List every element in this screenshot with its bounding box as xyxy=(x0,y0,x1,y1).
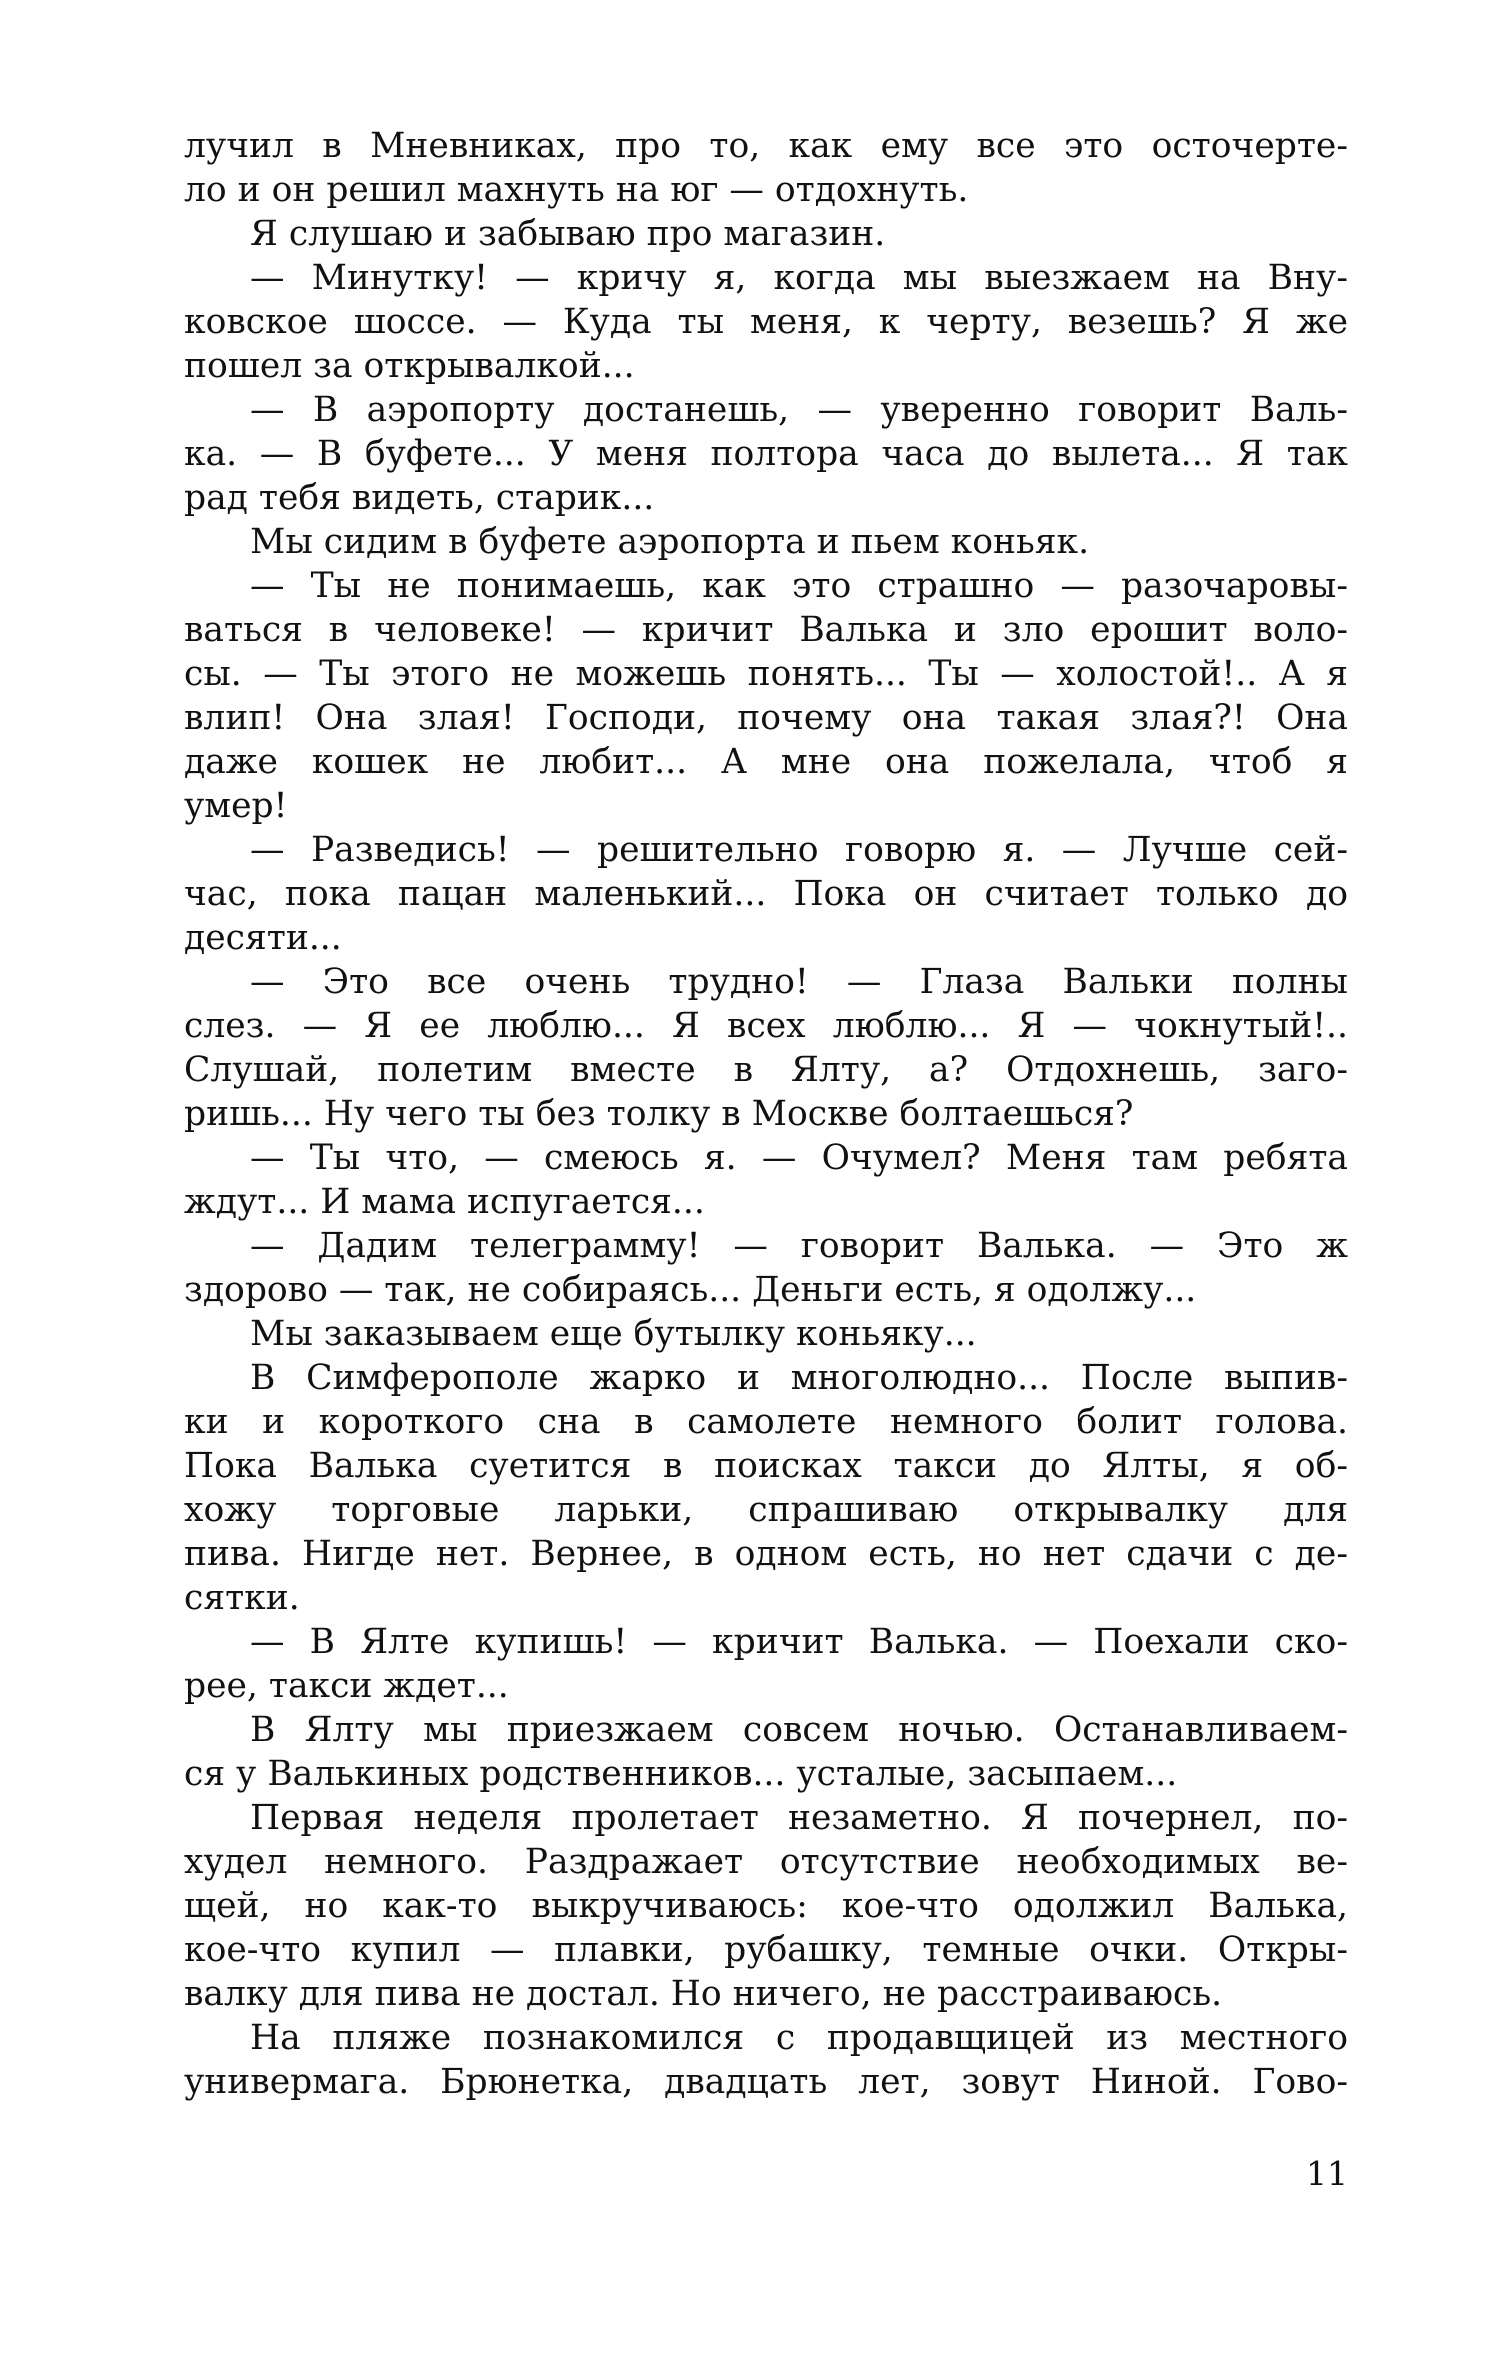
text-line: худел немного. Раздражает отсутствие необходимых ве- xyxy=(184,1842,1348,1882)
text-line: Мы сидим в буфете аэропорта и пьем коньяк. xyxy=(250,522,1090,562)
text-line: лучил в Мневниках, про то, как ему все это осточерте- xyxy=(184,126,1348,166)
text-line: слез. — Я ее люблю... Я всех люблю... Я — чокнутый!.. xyxy=(184,1006,1348,1046)
body-text xyxy=(184,124,1348,2104)
text-line: Первая неделя пролетает незаметно. Я почернел, по- xyxy=(250,1798,1348,1838)
text-line: — Ты что, — смеюсь я. — Очумел? Меня там ребята xyxy=(250,1138,1348,1178)
text-line: здорово — так, не собираясь... Деньги есть, я одолжу... xyxy=(184,1270,1197,1310)
text-line: влип! Она злая! Господи, почему она такая злая?! Она xyxy=(184,698,1348,738)
text-line: ло и он решил махнуть на юг — отдохнуть. xyxy=(184,170,969,210)
text-line: час, пока пацан маленький... Пока он считает только до xyxy=(184,874,1348,914)
text-line: — Разведись! — решительно говорю я. — Лучше сей- xyxy=(250,830,1348,870)
text-line: ся у Валькиных родственников... усталые, засыпаем... xyxy=(184,1754,1178,1794)
text-line: На пляже познакомился с продавщицей из местного xyxy=(250,2018,1348,2058)
text-line: универмага. Брюнетка, двадцать лет, зовут Ниной. Гово- xyxy=(184,2062,1348,2102)
text-line: — В Ялте купишь! — кричит Валька. — Поехали ско- xyxy=(250,1622,1348,1662)
text-line: ришь... Ну чего ты без толку в Москве болтаешься? xyxy=(184,1094,1134,1134)
text-line: пива. Нигде нет. Вернее, в одном есть, но нет сдачи с де- xyxy=(184,1534,1348,1574)
text-line: Пока Валька суетится в поисках такси до Ялты, я об- xyxy=(184,1446,1348,1486)
text-line: рад тебя видеть, старик... xyxy=(184,478,655,518)
page-number: 11 xyxy=(1306,2154,1348,2193)
text-line: ка. — В буфете... У меня полтора часа до вылета... Я так xyxy=(184,434,1348,474)
text-line: щей, но как-то выкручиваюсь: кое-что одолжил Валька, xyxy=(184,1886,1348,1926)
text-line: ки и короткого сна в самолете немного болит голова. xyxy=(184,1402,1348,1442)
text-line: хожу торговые ларьки, спрашиваю открывалку для xyxy=(184,1490,1348,1530)
text-line: В Ялту мы приезжаем совсем ночью. Останавливаем- xyxy=(250,1710,1348,1750)
text-line: — Это все очень трудно! — Глаза Вальки полны xyxy=(250,962,1348,1002)
text-line: десяти... xyxy=(184,918,342,958)
text-line: валку для пива не достал. Но ничего, не расстраиваюсь. xyxy=(184,1974,1223,2014)
text-line: В Симферополе жарко и многолюдно... После выпив- xyxy=(250,1358,1348,1398)
text-line: — В аэропорту достанешь, — уверенно говорит Валь- xyxy=(250,390,1348,430)
text-line: Мы заказываем еще бутылку коньяку... xyxy=(250,1314,977,1354)
text-line: пошел за открывалкой... xyxy=(184,346,635,386)
text-line: — Дадим телеграмму! — говорит Валька. — Это ж xyxy=(250,1226,1348,1266)
text-line: даже кошек не любит... А мне она пожелала, чтоб я xyxy=(184,742,1348,782)
text-line: сятки. xyxy=(184,1578,300,1618)
text-line: — Минутку! — кричу я, когда мы выезжаем на Вну- xyxy=(250,258,1348,298)
text-line: Я слушаю и забываю про магазин. xyxy=(250,214,886,254)
text-line: ковское шоссе. — Куда ты меня, к черту, везешь? Я же xyxy=(184,302,1348,342)
text-line: Слушай, полетим вместе в Ялту, а? Отдохнешь, заго- xyxy=(184,1050,1348,1090)
text-line: кое-что купил — плавки, рубашку, темные очки. Откры- xyxy=(184,1930,1348,1970)
text-line: — Ты не понимаешь, как это страшно — разочаровы- xyxy=(250,566,1348,606)
text-line: рее, такси ждет... xyxy=(184,1666,509,1706)
text-line: сы. — Ты этого не можешь понять... Ты — холостой!.. А я xyxy=(184,654,1348,694)
text-line: умер! xyxy=(184,786,288,826)
text-line: ждут... И мама испугается... xyxy=(184,1182,705,1222)
text-line: ваться в человеке! — кричит Валька и зло ерошит воло- xyxy=(184,610,1348,650)
